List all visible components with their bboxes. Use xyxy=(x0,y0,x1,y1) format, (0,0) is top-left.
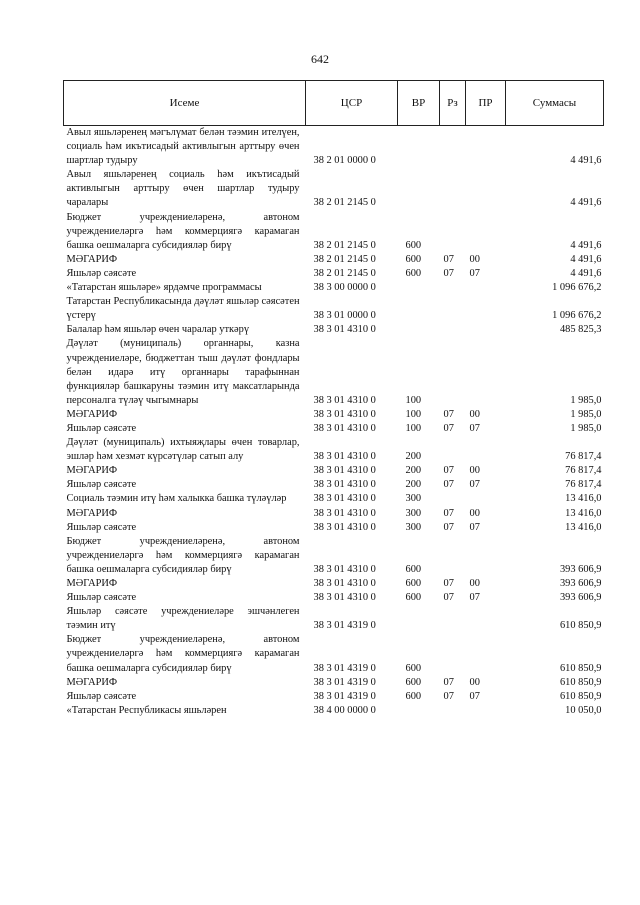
cell-name: Бюджет учреждениеләренә, автоном учреждениеләргә һәм коммерциягә карамаган башка оешмаларга субсидияләр бирү xyxy=(66,634,300,674)
cell-pr: 07 xyxy=(469,592,480,604)
header-csr: ЦСР xyxy=(306,81,398,126)
cell-pr: 07 xyxy=(469,690,480,702)
cell-rz xyxy=(440,168,466,210)
cell-csr: 38 3 01 4310 0 xyxy=(313,465,376,477)
cell-vr: 100 xyxy=(405,394,422,406)
cell-pr xyxy=(466,295,506,323)
cell-rz: 07 xyxy=(443,578,454,589)
cell-csr: 38 3 01 4310 0 xyxy=(313,408,376,420)
header-rz: Рз xyxy=(440,81,466,126)
cell-name: «Татарстан яшьләре» ярдәмче программасы xyxy=(66,282,262,294)
cell-rz: 07 xyxy=(443,253,454,265)
cell-pr xyxy=(466,633,506,675)
cell-pr xyxy=(466,281,506,295)
table-row xyxy=(64,168,604,210)
cell-rz xyxy=(440,492,466,506)
cell-pr xyxy=(466,605,506,633)
cell-name: Социаль тәэмин итү һәм халыкка башка түләүләр xyxy=(66,493,287,505)
cell-vr: 600 xyxy=(405,253,422,265)
cell-sum: 610 850,9 xyxy=(559,620,602,632)
cell-vr: 200 xyxy=(405,451,422,463)
cell-sum: 4 491,6 xyxy=(570,197,602,209)
cell-vr xyxy=(398,605,440,633)
cell-vr: 600 xyxy=(405,578,422,589)
table-row xyxy=(64,337,604,407)
cell-rz xyxy=(440,605,466,633)
cell-name: МӘГАРИФ xyxy=(66,507,118,519)
table-row xyxy=(64,507,604,521)
table-row xyxy=(64,492,604,506)
cell-pr xyxy=(466,168,506,210)
table-row xyxy=(64,605,604,633)
header-vr: ВР xyxy=(398,81,440,126)
cell-vr: 300 xyxy=(405,507,422,519)
table-row xyxy=(64,267,604,281)
cell-vr xyxy=(398,168,440,210)
table-row xyxy=(64,591,604,605)
cell-csr: 38 4 00 0000 0 xyxy=(313,704,376,716)
cell-name: Бюджет учреждениеләренә, автоном учреждениеләргә һәм коммерциягә карамаган башка оешмаларга субсидияләр бирү xyxy=(66,211,300,251)
cell-rz xyxy=(440,633,466,675)
cell-csr: 38 3 01 4319 0 xyxy=(313,690,376,702)
cell-name: Балалар һәм яшьләр өчен чаралар уткәрү xyxy=(66,324,250,336)
cell-sum: 1 985,0 xyxy=(570,394,602,406)
cell-name: МӘГАРИФ xyxy=(66,408,118,420)
table-row xyxy=(64,577,604,591)
cell-name: МӘГАРИФ xyxy=(66,676,118,688)
cell-sum: 393 606,9 xyxy=(559,592,602,604)
cell-rz: 07 xyxy=(443,690,454,702)
table-row xyxy=(64,253,604,267)
cell-pr: 07 xyxy=(469,267,480,279)
cell-csr: 38 3 01 4310 0 xyxy=(313,578,376,589)
table-row xyxy=(64,690,604,704)
cell-vr: 600 xyxy=(405,662,422,674)
cell-vr: 300 xyxy=(405,521,422,533)
cell-rz xyxy=(440,295,466,323)
table-row xyxy=(64,422,604,436)
cell-rz xyxy=(440,704,466,718)
cell-sum: 4 491,6 xyxy=(570,253,602,265)
cell-name: Яшьләр сәясәте xyxy=(66,422,137,434)
cell-rz xyxy=(440,535,466,577)
table-row xyxy=(64,535,604,577)
table-row xyxy=(64,408,604,422)
cell-rz xyxy=(440,281,466,295)
cell-csr: 38 3 01 4310 0 xyxy=(313,507,376,519)
cell-sum: 13 416,0 xyxy=(565,507,602,519)
cell-name: Дәүләт (муниципаль) органнары, казна учреждениеләре, бюджеттан тыш дәүләт фондлары белән идарә итү органнары тарафыннан функцияләр башкаруны тәэмин итү максатларында персоналга түләү чыгымнары xyxy=(66,338,300,406)
cell-vr xyxy=(398,295,440,323)
cell-csr: 38 3 01 4310 0 xyxy=(313,451,376,463)
cell-sum: 4 491,6 xyxy=(570,239,602,251)
cell-pr: 00 xyxy=(469,676,480,688)
cell-vr: 600 xyxy=(405,563,422,575)
budget-table xyxy=(63,80,604,718)
table-row xyxy=(64,633,604,675)
cell-pr xyxy=(466,436,506,464)
cell-sum: 610 850,9 xyxy=(559,690,602,702)
cell-sum: 610 850,9 xyxy=(559,662,602,674)
cell-sum: 4 491,6 xyxy=(570,267,602,279)
cell-rz: 07 xyxy=(443,521,454,533)
cell-pr xyxy=(466,126,506,169)
cell-name: Яшьләр сәясәте xyxy=(66,267,137,279)
cell-rz xyxy=(440,436,466,464)
cell-csr: 38 3 01 4310 0 xyxy=(313,479,376,491)
page-number: 642 xyxy=(311,52,329,66)
cell-vr: 600 xyxy=(405,676,422,688)
cell-pr: 07 xyxy=(469,521,480,533)
cell-pr: 07 xyxy=(469,422,480,434)
table-header-row xyxy=(64,81,604,126)
cell-name: Яшьләр сәясәте xyxy=(66,479,137,491)
cell-vr: 600 xyxy=(405,239,422,251)
cell-csr: 38 2 01 2145 0 xyxy=(313,267,376,279)
cell-csr: 38 3 01 4310 0 xyxy=(313,521,376,533)
cell-sum: 1 985,0 xyxy=(570,422,602,434)
cell-rz: 07 xyxy=(443,267,454,279)
cell-sum: 10 050,0 xyxy=(565,704,602,716)
table-row xyxy=(64,323,604,337)
cell-rz: 07 xyxy=(443,465,454,477)
cell-csr: 38 3 01 4310 0 xyxy=(313,394,376,406)
cell-vr: 600 xyxy=(405,267,422,279)
cell-sum: 393 606,9 xyxy=(559,578,602,589)
cell-rz: 07 xyxy=(443,676,454,688)
cell-name: Дәүләт (муниципаль) ихтыяҗлары өчен товарлар, эшләр һәм хезмәт күрсәтүләр сатып алу xyxy=(66,437,300,463)
cell-vr xyxy=(398,281,440,295)
table-row xyxy=(64,478,604,492)
cell-csr: 38 2 01 2145 0 xyxy=(313,253,376,265)
cell-sum: 1 985,0 xyxy=(570,408,602,420)
cell-name: МӘГАРИФ xyxy=(66,253,118,265)
cell-sum: 1 096 676,2 xyxy=(552,282,602,294)
cell-name: Авыл яшьләренең мәгълүмат белән тәэмин ителүен, социаль һәм икътисадый активлыгын арттыру өчен шартлар тудыру xyxy=(66,127,300,167)
table-row xyxy=(64,521,604,535)
cell-vr: 600 xyxy=(405,690,422,702)
cell-vr: 300 xyxy=(405,493,422,505)
cell-sum: 610 850,9 xyxy=(559,676,602,688)
cell-csr: 38 3 01 4310 0 xyxy=(313,324,376,336)
cell-name: Татарстан Республикасында дәүләт яшьләр сәясәтен үстерү xyxy=(66,296,300,322)
cell-csr: 38 3 01 0000 0 xyxy=(313,310,376,322)
cell-sum: 393 606,9 xyxy=(559,563,602,575)
cell-rz xyxy=(440,323,466,337)
cell-vr xyxy=(398,126,440,169)
cell-pr xyxy=(466,323,506,337)
table-row xyxy=(64,126,604,169)
cell-name: Авыл яшьләренең социаль һәм икътисадый активлыгын арттыру өчен шартлар тудыру чаралары xyxy=(66,169,300,209)
cell-sum: 4 491,6 xyxy=(570,155,602,167)
cell-pr: 00 xyxy=(469,408,480,420)
header-pr: ПР xyxy=(466,81,506,126)
table-row xyxy=(64,676,604,690)
cell-pr: 00 xyxy=(469,507,480,519)
table-row xyxy=(64,211,604,253)
cell-rz xyxy=(440,211,466,253)
cell-csr: 38 2 01 0000 0 xyxy=(313,155,376,167)
cell-name: Яшьләр сәясәте xyxy=(66,592,137,604)
cell-pr xyxy=(466,492,506,506)
cell-csr: 38 3 01 4319 0 xyxy=(313,676,376,688)
cell-vr xyxy=(398,323,440,337)
table-row xyxy=(64,436,604,464)
cell-csr: 38 3 01 4319 0 xyxy=(313,620,376,632)
cell-vr: 100 xyxy=(405,422,422,434)
cell-vr: 200 xyxy=(405,465,422,477)
cell-rz: 07 xyxy=(443,479,454,491)
table-row xyxy=(64,295,604,323)
cell-csr: 38 3 01 4310 0 xyxy=(313,422,376,434)
header-name: Исеме xyxy=(64,81,306,126)
table-body xyxy=(64,126,604,718)
cell-rz xyxy=(440,126,466,169)
cell-pr xyxy=(466,337,506,407)
cell-pr xyxy=(466,704,506,718)
cell-sum: 13 416,0 xyxy=(565,493,602,505)
cell-sum: 1 096 676,2 xyxy=(552,310,602,322)
cell-pr xyxy=(466,211,506,253)
cell-name: Бюджет учреждениеләренә, автоном учреждениеләргә һәм коммерциягә карамаган башка оешмаларга субсидияләр бирү xyxy=(66,535,300,575)
cell-name: Яшьләр сәясәте учреждениеләре эшчәнлеген тәэмин итү xyxy=(66,606,300,632)
cell-name: МӘГАРИФ xyxy=(66,465,118,477)
cell-name: «Татарстан Республикасы яшьләрен xyxy=(66,704,227,716)
cell-name: Яшьләр сәясәте xyxy=(66,690,137,702)
cell-pr: 00 xyxy=(469,465,480,477)
cell-sum: 13 416,0 xyxy=(565,521,602,533)
cell-pr: 00 xyxy=(469,578,480,589)
cell-csr: 38 3 00 0000 0 xyxy=(313,282,376,294)
cell-vr: 200 xyxy=(405,479,422,491)
cell-vr: 100 xyxy=(405,408,422,420)
cell-csr: 38 3 01 4310 0 xyxy=(313,563,376,575)
cell-csr: 38 3 01 4310 0 xyxy=(313,592,376,604)
cell-name: Яшьләр сәясәте xyxy=(66,521,137,533)
cell-vr: 600 xyxy=(405,592,422,604)
cell-csr: 38 2 01 2145 0 xyxy=(313,239,376,251)
cell-rz xyxy=(440,337,466,407)
cell-pr xyxy=(466,535,506,577)
cell-rz: 07 xyxy=(443,408,454,420)
cell-sum: 76 817,4 xyxy=(565,465,602,477)
cell-rz: 07 xyxy=(443,422,454,434)
cell-rz: 07 xyxy=(443,507,454,519)
cell-name: МӘГАРИФ xyxy=(66,578,118,589)
cell-sum: 76 817,4 xyxy=(565,479,602,491)
table-row xyxy=(64,704,604,718)
cell-pr: 07 xyxy=(469,479,480,491)
cell-csr: 38 3 01 4319 0 xyxy=(313,662,376,674)
cell-sum: 485 825,3 xyxy=(559,324,602,336)
cell-csr: 38 2 01 2145 0 xyxy=(313,197,376,209)
cell-rz: 07 xyxy=(443,592,454,604)
table-row xyxy=(64,464,604,478)
header-sum: Суммасы xyxy=(506,81,604,126)
table-row xyxy=(64,281,604,295)
cell-vr xyxy=(398,704,440,718)
cell-sum: 76 817,4 xyxy=(565,451,602,463)
cell-pr: 00 xyxy=(469,253,480,265)
cell-csr: 38 3 01 4310 0 xyxy=(313,493,376,505)
